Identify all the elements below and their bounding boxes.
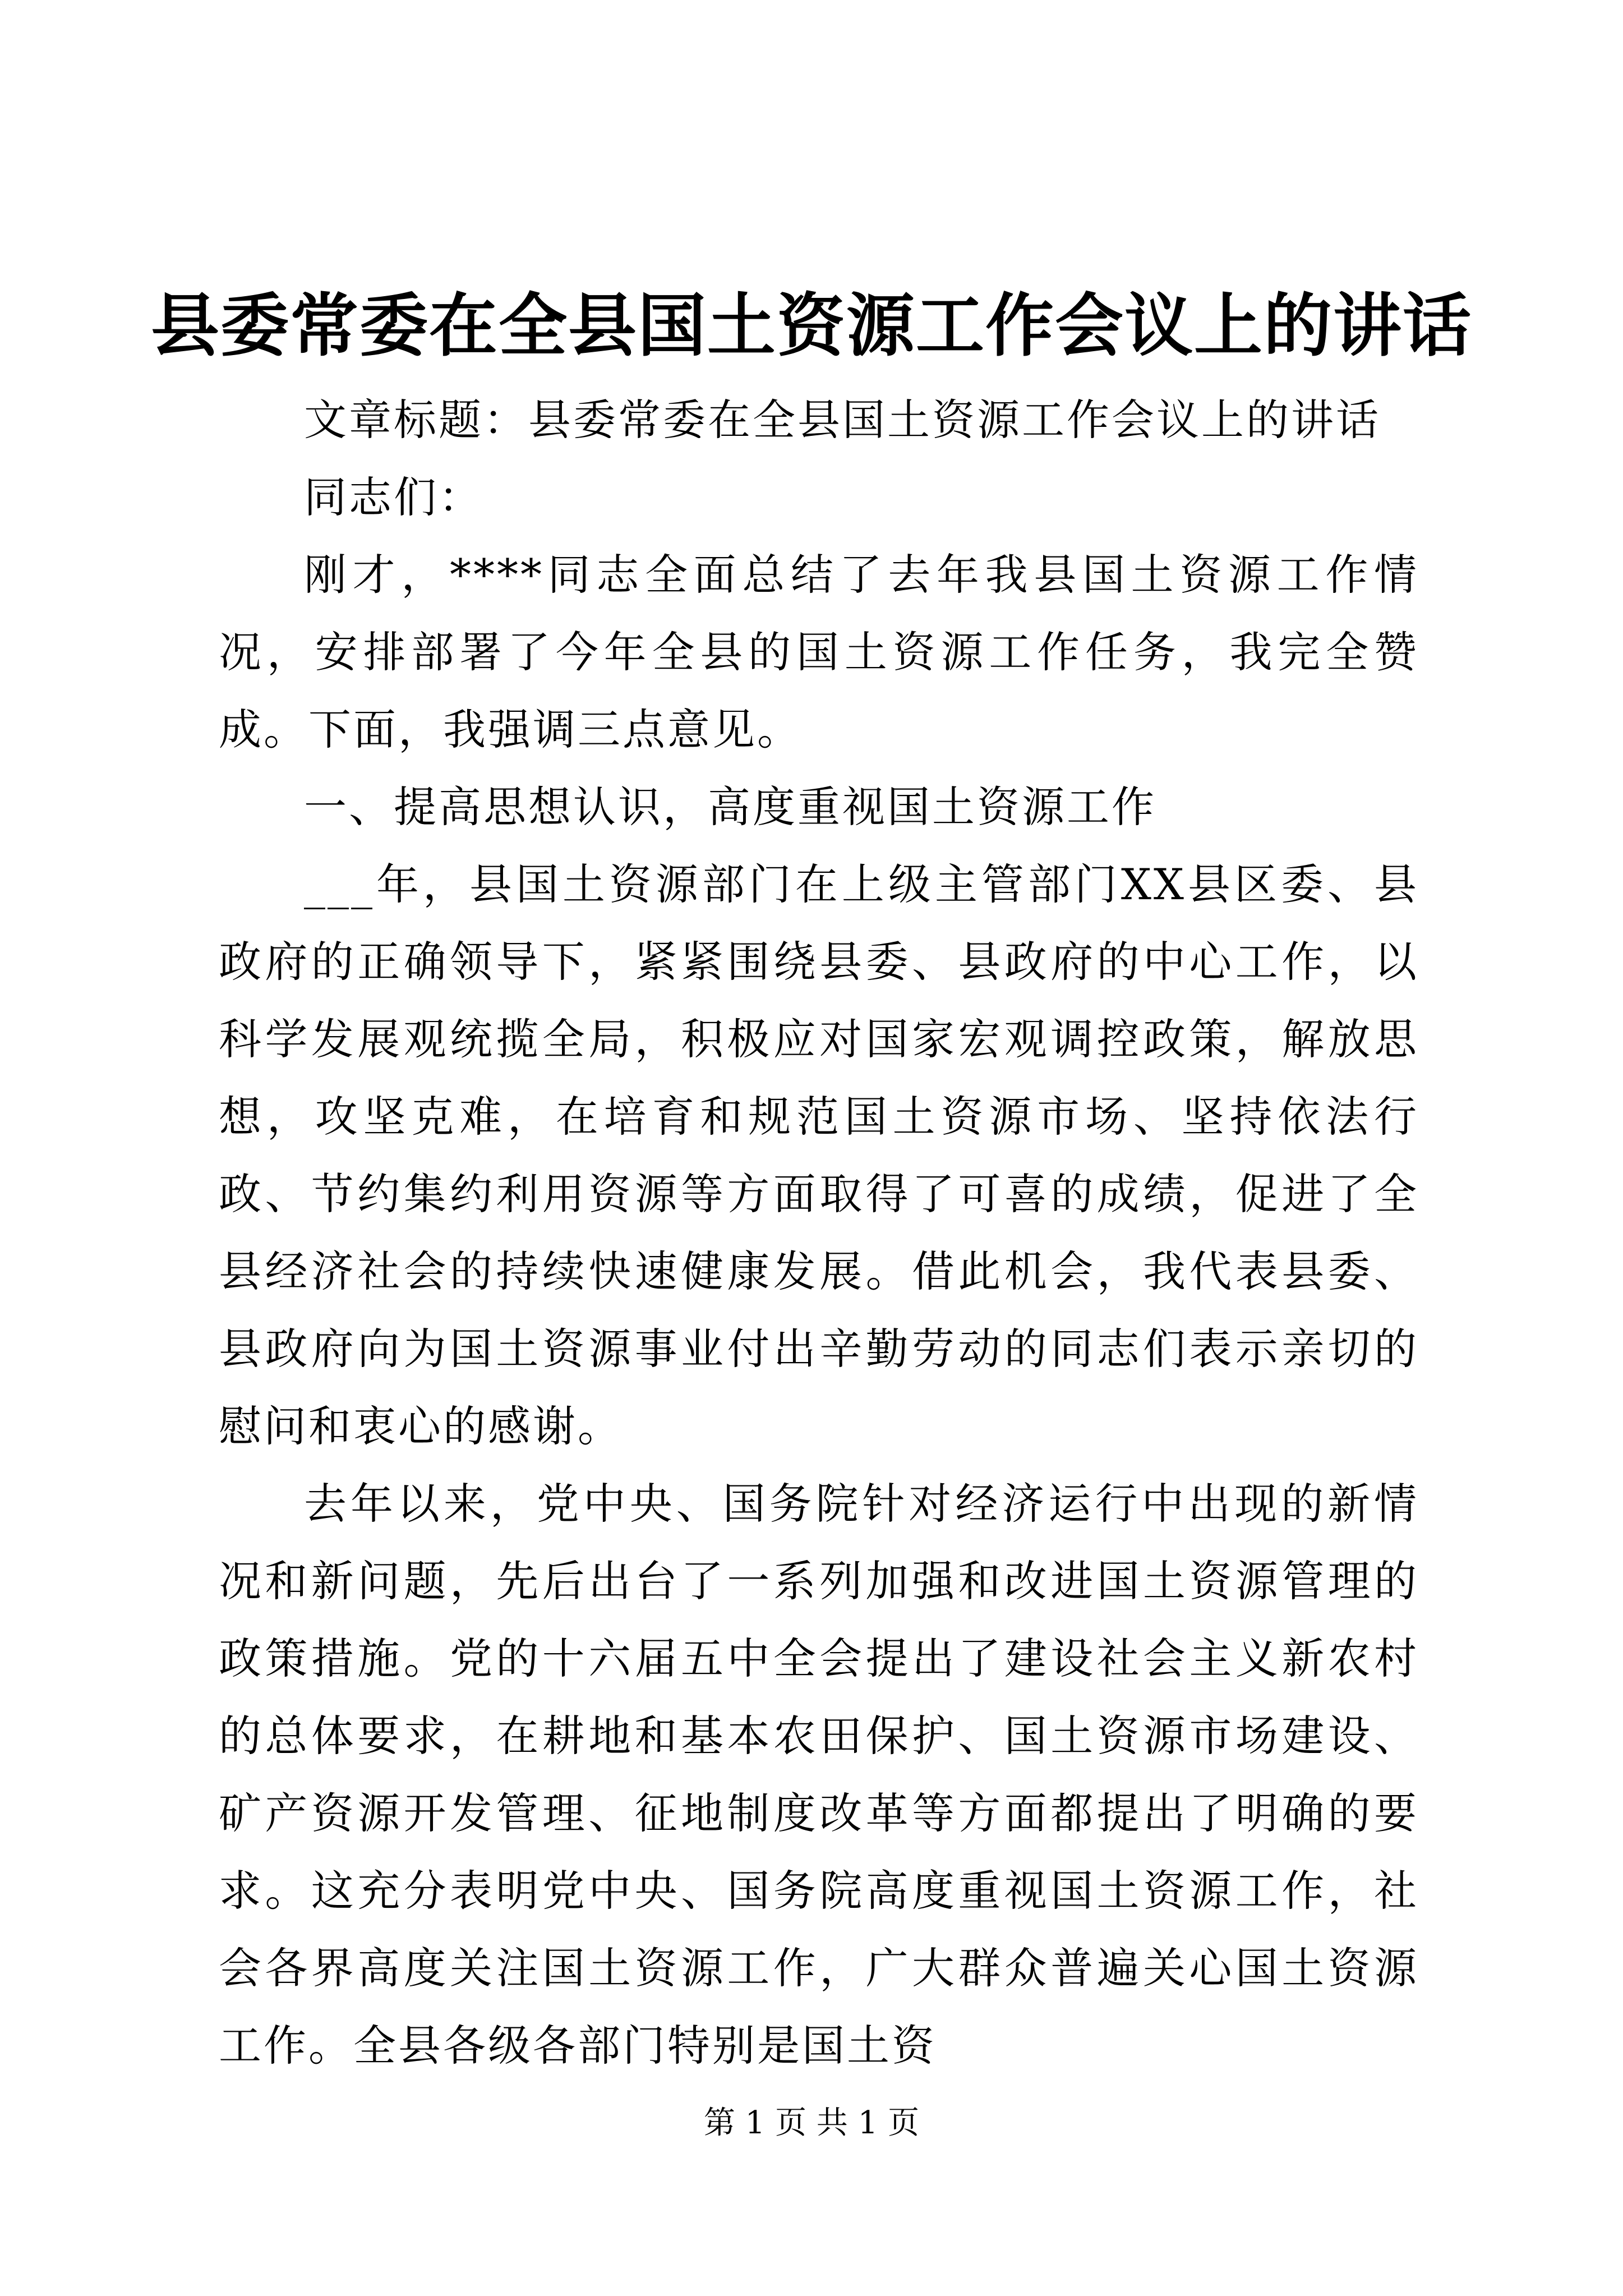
document-title: 县委常委在全县国土资源工作会议上的讲话 <box>151 285 1472 366</box>
section-heading: 一、提高思想认识，高度重视国土资源工作 <box>304 782 1156 832</box>
article-title-line: 文章标题：县委常委在全县国土资源工作会议上的讲话 <box>304 395 1381 445</box>
salutation: 同志们： <box>304 472 483 522</box>
page-footer: 第 1 页 共 1 页 <box>703 2105 920 2141</box>
document-body <box>219 381 1419 2085</box>
body-paragraph: 刚才，****同志全面总结了去年我县国土资源工作情况，安排部署了今年全县的国土资源工作任务，我完全赞成。下面，我强调三点意见。 <box>219 550 1419 754</box>
body-paragraph: 去年以来，党中央、国务院针对经济运行中出现的新情况和新问题，先后出台了一系列加强和改进国土资源管理的政策措施。党的十六届五中全会提出了建设社会主义新农村的总体要求，在耕地和基本农田保护、国土资源市场建设、矿产资源开发管理、征地制度改革等方面都提出了明确的要求。这充分表明党中央、国务院高度重视国土资源工作，社会各界高度关注国土资源工作，广大群众普遍关心国土资源工作。全县各级各部门特别是国土资 <box>219 1479 1419 2070</box>
body-paragraph: ___年，县国土资源部门在上级主管部门XX县区委、县政府的正确领导下，紧紧围绕县委、县政府的中心工作，以科学发展观统揽全局，积极应对国家宏观调控政策，解放思想，攻坚克难，在培育和规范国土资源市场、坚持依法行政、节约集约利用资源等方面取得了可喜的成绩，促进了全县经济社会的持续快速健康发展。借此机会，我代表县委、县政府向为国土资源事业付出辛勤劳动的同志们表示亲切的慰问和衷心的感谢。 <box>219 859 1419 1451</box>
